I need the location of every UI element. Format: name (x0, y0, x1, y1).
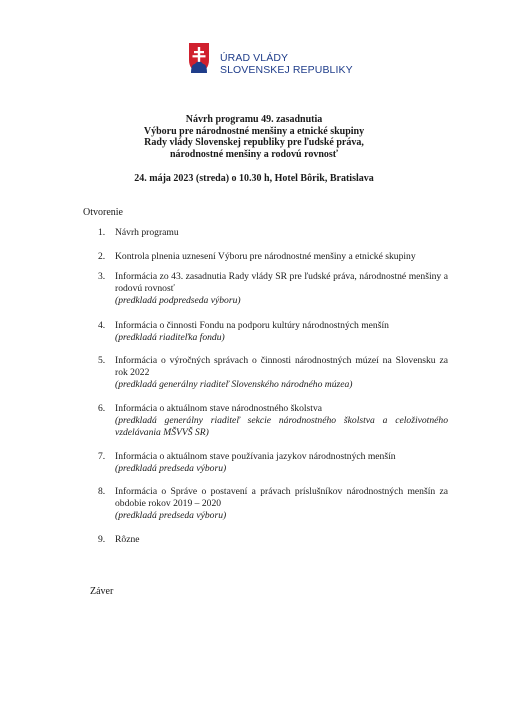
item-presenter: (predkladá predseda výboru) (115, 463, 227, 474)
item-number: 3. (98, 271, 106, 282)
logo-text (220, 52, 353, 76)
item-text: Informácia zo 43. zasadnutia Rady vlády SR pre ľudské práva, národnostné menšiny a rodovú rovnosť (115, 271, 448, 294)
item-text: Rôzne (115, 534, 140, 545)
title-line-3: Rady vlády Slovenskej republiky pre ľudské práva, (144, 137, 364, 148)
agenda-item (98, 403, 448, 439)
title-line-2: Výboru pre národnostné menšiny a etnické skupiny (143, 125, 365, 137)
item-presenter: (predkladá generálny riaditeľ Slovenského národného múzea) (115, 379, 353, 390)
item-text: Informácia o aktuálnom stave používania jazykov národnostných menšín (115, 451, 396, 462)
document-title (0, 114, 508, 160)
agenda-item (98, 251, 448, 263)
agenda-item (98, 227, 448, 239)
item-number: 2. (98, 251, 106, 262)
slovak-coat-of-arms-icon (188, 42, 210, 74)
item-presenter: (predkladá podpredseda výboru) (115, 295, 241, 306)
title-line-4: národnostné menšiny a rodovú rovnosť (169, 148, 339, 160)
item-presenter: (predkladá riaditeľka fondu) (115, 332, 225, 343)
item-text: Informácia o činnosti Fondu na podporu kultúry národnostných menšín (115, 320, 389, 331)
item-text: Informácia o Správe o postavení a právach príslušníkov národnostných menšín za obdobie rokov 2019 – 2020 (115, 486, 448, 509)
meeting-date: 24. mája 2023 (streda) o 10.30 h, Hotel Bôrik, Bratislava (134, 173, 374, 184)
item-presenter: (predkladá generálny riaditeľ sekcie národnostného školstva a celoživotného vzdelávania MŠVVŠ SR) (115, 415, 448, 438)
agenda-item (98, 486, 448, 522)
item-number: 5. (98, 355, 106, 366)
item-number: 7. (98, 451, 106, 462)
item-number: 8. (98, 486, 106, 497)
agenda-item (98, 355, 448, 391)
agenda-item (98, 451, 448, 475)
item-number: 9. (98, 534, 106, 545)
agenda-item (98, 534, 448, 546)
logo-line-2: SLOVENSKEJ REPUBLIKY (220, 64, 353, 76)
item-number: 1. (98, 227, 106, 238)
logo-line-1: ÚRAD VLÁDY (220, 52, 289, 64)
item-number: 6. (98, 403, 106, 414)
title-line-1: Návrh programu 49. zasadnutia (185, 114, 323, 125)
logo (188, 42, 353, 76)
item-text: Informácia o výročných správach o činnosti národnostných múzeí na Slovensku za rok 2022 (115, 355, 448, 378)
closing-label: Záver (90, 586, 114, 597)
agenda-item (98, 271, 448, 307)
item-text: Kontrola plnenia uznesení Výboru pre národnostné menšiny a etnické skupiny (115, 251, 416, 262)
item-presenter: (predkladá predseda výboru) (115, 510, 227, 521)
opening-label: Otvorenie (83, 207, 123, 218)
item-text: Návrh programu (115, 227, 179, 238)
item-text: Informácia o aktuálnom stave národnostného školstva (115, 403, 323, 414)
item-number: 4. (98, 320, 106, 331)
agenda-item (98, 320, 448, 344)
